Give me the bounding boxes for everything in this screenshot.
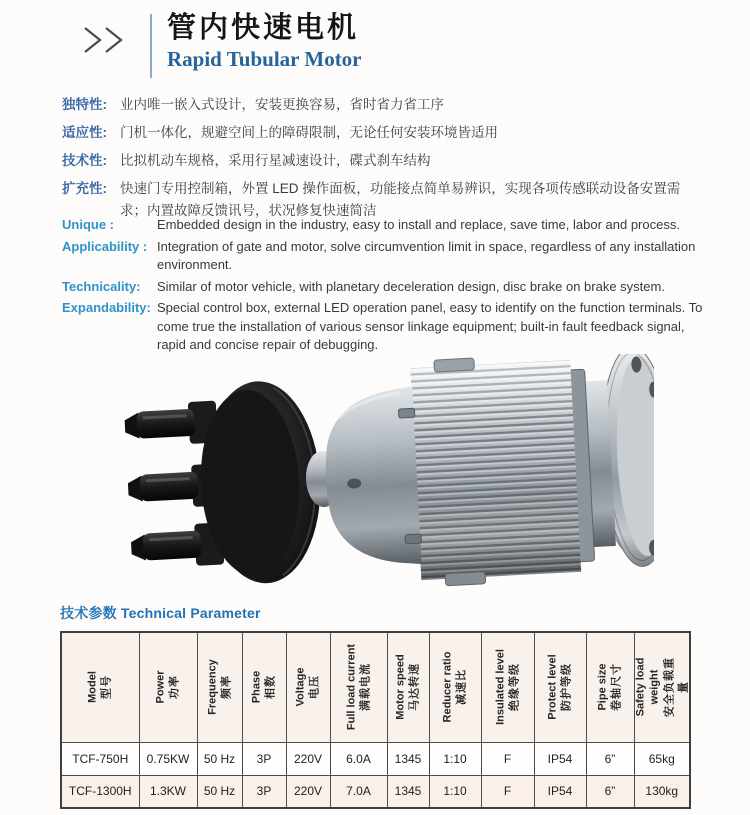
finned-body <box>410 354 582 587</box>
table-cell: 65kg <box>634 742 690 775</box>
title-block <box>167 12 362 72</box>
feature-text-en: Embedded design in the industry, easy to install and replace, save time, labor and process. <box>157 217 680 232</box>
tech-parameter-table <box>60 631 691 809</box>
feature-text-zh: 业内唯一嵌入式设计，安装更换容易，省时省力省工序 <box>120 97 444 112</box>
page-title-zh: 管内快速电机 <box>167 12 360 44</box>
features-zh-list <box>62 94 690 228</box>
feature-text-en: Similar of motor vehicle, with planetary deceleration design, disc brake on brake system. <box>157 278 665 294</box>
col-header-pipe-size <box>586 632 634 742</box>
page-header <box>80 12 362 78</box>
feature-label-en: Technicality: <box>62 278 141 294</box>
table-cell: 50 Hz <box>197 742 242 775</box>
col-header-label: Phase 相数 <box>250 671 277 704</box>
table-cell: 130kg <box>634 775 690 808</box>
feature-item-zh <box>62 94 690 116</box>
col-header-label: Motor speed 马达转速 <box>394 654 421 720</box>
col-header-label: Frequency 频率 <box>206 659 233 716</box>
col-header-label: Insulated level 绝缘等级 <box>494 649 521 726</box>
table-cell: IP54 <box>534 775 586 808</box>
feature-item-zh <box>62 122 690 144</box>
col-header-label: Full load current 满载电流 <box>345 644 372 731</box>
table-cell: 1:10 <box>429 775 481 808</box>
col-header-phase <box>242 632 286 742</box>
table-cell: 6” <box>586 775 634 808</box>
table-cell: 1:10 <box>429 742 481 775</box>
tubular-motor-photo <box>110 354 654 602</box>
col-header-power <box>139 632 197 742</box>
feature-text-en: Integration of gate and motor, solve circumvention limit in space, regardless of any installation environment. <box>157 238 696 272</box>
table-cell: 6” <box>586 742 634 775</box>
col-header-safety-load-weight <box>634 632 690 742</box>
double-chevron-icon <box>80 24 132 56</box>
table-cell: 6.0A <box>330 742 387 775</box>
col-header-label: Reducer ratio 减速比 <box>441 651 468 723</box>
col-header-protect-level <box>534 632 586 742</box>
tech-parameter-heading: 技术参数 Technical Parameter <box>60 605 261 621</box>
table-cell: 1345 <box>387 742 429 775</box>
col-header-label: Pipe size 卷轴尺寸 <box>596 663 623 712</box>
feature-label-en: Expandability: <box>62 300 151 315</box>
col-header-frequency <box>197 632 242 742</box>
table-cell: 1345 <box>387 775 429 808</box>
col-header-label: Model 型号 <box>86 671 114 704</box>
feature-label-en: Applicability : <box>62 238 148 254</box>
feature-text-zh: 比拟机动车规格，采用行星减速设计，碟式刹车结构 <box>120 153 431 168</box>
col-header-motor-speed <box>387 632 429 742</box>
feature-label-zh: 扩充性: <box>62 181 107 196</box>
col-header-model <box>61 632 139 742</box>
table-cell: F <box>481 742 534 775</box>
table-row <box>61 775 690 808</box>
feature-item-en <box>62 278 706 297</box>
feature-item-en <box>62 299 706 355</box>
feature-item-en <box>62 238 706 275</box>
col-header-reducer-ratio <box>429 632 481 742</box>
feature-label-zh: 适应性: <box>62 125 107 140</box>
motor-illustration <box>110 354 654 602</box>
table-row <box>61 742 690 775</box>
col-header-label: Safety load weight 安全负载重量 <box>634 657 690 718</box>
feature-text-zh: 快速门专用控制箱，外置 LED 操作面板，功能接点简单易辨识，实现各项传感联动设备安置需求；内置故障反馈讯号，状况修复快速简洁 <box>120 181 681 218</box>
feature-item-en <box>62 216 706 235</box>
table-cell: 3P <box>242 742 286 775</box>
col-header-label: Power 功率 <box>154 670 181 704</box>
feature-text-en: Special control box, external LED operation panel, easy to identify on the function terminals. To come true the installation of various sensor linkage equipment; built-in fault feedback signal, rapid and concise repair of debugging. <box>157 300 703 352</box>
header-divider <box>150 14 152 78</box>
table-cell: 220V <box>286 775 330 808</box>
col-header-label: Protect level 防护等级 <box>546 654 573 720</box>
feature-label-en: Unique : <box>62 217 114 232</box>
nose-cone <box>301 386 422 570</box>
table-cell: 0.75KW <box>139 742 197 775</box>
feature-label-zh: 技术性: <box>62 153 107 168</box>
table-header-row <box>61 632 690 742</box>
col-header-full-load-current <box>330 632 387 742</box>
table-cell: TCF-1300H <box>61 775 139 808</box>
col-header-label: Voltage 电压 <box>294 667 321 707</box>
features-en-list <box>62 216 706 358</box>
table-cell: 7.0A <box>330 775 387 808</box>
feature-item-zh <box>62 150 690 172</box>
table-cell: F <box>481 775 534 808</box>
table-cell: 220V <box>286 742 330 775</box>
table-cell: 1.3KW <box>139 775 197 808</box>
table-cell: IP54 <box>534 742 586 775</box>
table-cell: 3P <box>242 775 286 808</box>
feature-text-zh: 门机一体化，规避空间上的障碍限制，无论任何安装环境皆适用 <box>120 125 498 140</box>
page-title-en: Rapid Tubular Motor <box>167 47 362 72</box>
table-cell: 50 Hz <box>197 775 242 808</box>
col-header-insulated-level <box>481 632 534 742</box>
feature-label-zh: 独特性: <box>62 97 107 112</box>
table-cell: TCF-750H <box>61 742 139 775</box>
col-header-voltage <box>286 632 330 742</box>
